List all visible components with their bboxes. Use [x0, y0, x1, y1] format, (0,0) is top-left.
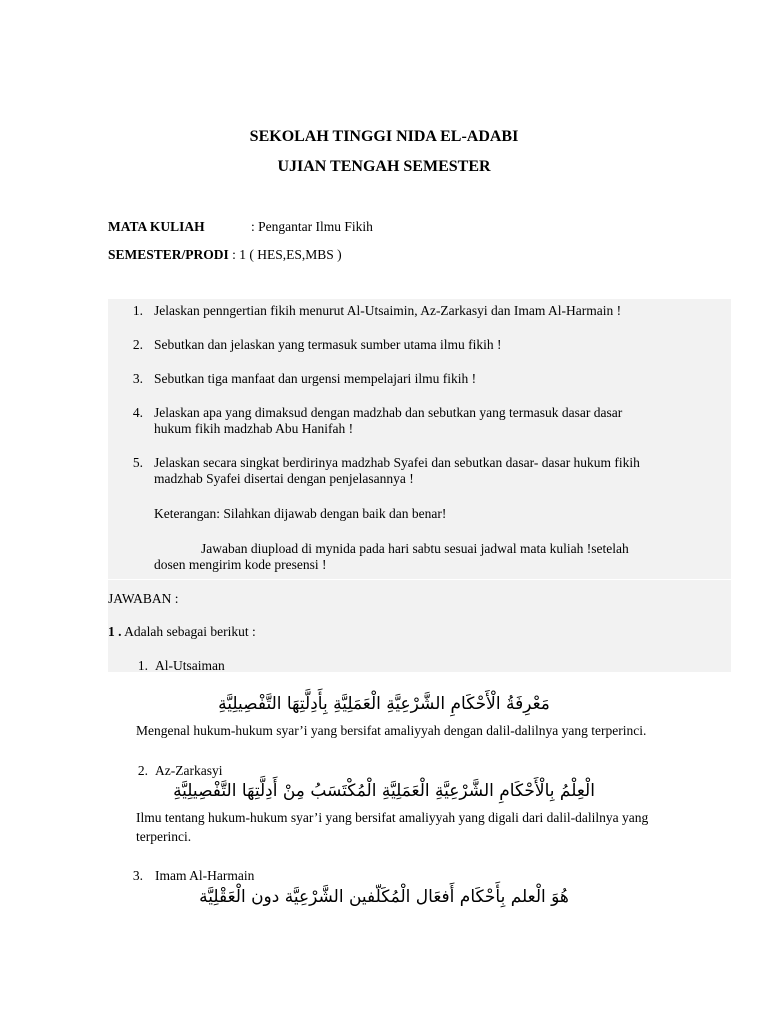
question-number: 5.	[132, 455, 143, 470]
exam-title: UJIAN TENGAH SEMESTER	[277, 158, 491, 175]
question-text: hukum fikih madzhab Abu Hanifah !	[154, 421, 354, 436]
note-keterangan: Keterangan: Silahkan dijawab dengan baik dan benar!	[154, 506, 447, 521]
semester-row	[108, 247, 342, 263]
definition-meaning: Mengenal hukum-hukum syar’i yang bersifat amaliyyah dengan dalil-dalilnya yang terperinci.	[136, 723, 647, 738]
question-number: 2.	[132, 337, 143, 352]
arabic-definition: هُوَ الْعلم بِأَحْكَام أَفعَال الْمُكَلّفين الشَّرْعِيَّة دون الْعَقْلِيَّة	[199, 887, 569, 907]
semester-label: SEMESTER/PRODI	[108, 247, 229, 262]
course-value: : Pengantar Ilmu Fikih	[251, 219, 373, 234]
question-text: Jelaskan penngertian fikih menurut Al-Utsaimin, Az-Zarkasyi dan Imam Al-Harmain !	[154, 303, 622, 318]
question-number: 3.	[132, 371, 143, 386]
definition-meaning: Ilmu tentang hukum-hukum syar’i yang bersifat amaliyyah yang digali dari dalil-dalilnya yang	[136, 810, 649, 825]
arabic-definition: مَعْرِفَةُ الْأَحْكَامِ الشَّرْعِيَّةِ الْعَمَلِيَّةِ بِأَدِلَّتِهَا التَّفْصِيلِيَّةِ	[218, 694, 550, 714]
question-number: 4.	[132, 405, 143, 420]
arabic-definition: الْعِلْمُ بِالْأَحْكَامِ الشَّرْعِيَّةِ الْعَمَلِيَّةِ الْمُكْتَسَبُ مِنْ أَدِلَّتِهَا التَّفْصِيلِيَّةِ	[173, 781, 595, 801]
question-text: Sebutkan tiga manfaat dan urgensi mempelajari ilmu fikih !	[154, 371, 477, 386]
definition-number: 2.	[137, 763, 148, 778]
question-text: Jelaskan apa yang dimaksud dengan madzhab dan sebutkan yang termasuk dasar dasar	[154, 405, 623, 420]
semester-value: : 1 ( HES,ES,MBS )	[228, 247, 342, 262]
school-title: SEKOLAH TINGGI NIDA EL-ADABI	[249, 128, 519, 145]
answer-one-text: Adalah sebagai berikut :	[121, 624, 256, 639]
definition-name: Az-Zarkasyi	[155, 763, 223, 778]
note-upload-line2: dosen mengirim kode presensi !	[154, 557, 327, 572]
question-text: Jelaskan secara singkat berdirinya madzhab Syafei dan sebutkan dasar- dasar hukum fikih	[154, 455, 640, 470]
question-number: 1.	[132, 303, 143, 318]
definition-name: Al-Utsaiman	[155, 658, 225, 673]
course-label: MATA KULIAH	[108, 219, 205, 234]
note-upload-line1: Jawaban diupload di mynida pada hari sabtu sesuai jadwal mata kuliah !setelah	[201, 541, 629, 556]
answer-one	[108, 624, 256, 640]
definition-name: Imam Al-Harmain	[155, 868, 255, 883]
definition-number: 3.	[132, 868, 143, 883]
question-text: Sebutkan dan jelaskan yang termasuk sumber utama ilmu fikih !	[154, 337, 502, 352]
definition-meaning: terperinci.	[136, 829, 192, 844]
answer-heading: JAWABAN :	[108, 591, 179, 606]
answer-one-number: 1 .	[108, 624, 122, 639]
definition-number: 1.	[137, 658, 148, 673]
question-text: madzhab Syafei disertai dengan penjelasannya !	[154, 471, 414, 486]
